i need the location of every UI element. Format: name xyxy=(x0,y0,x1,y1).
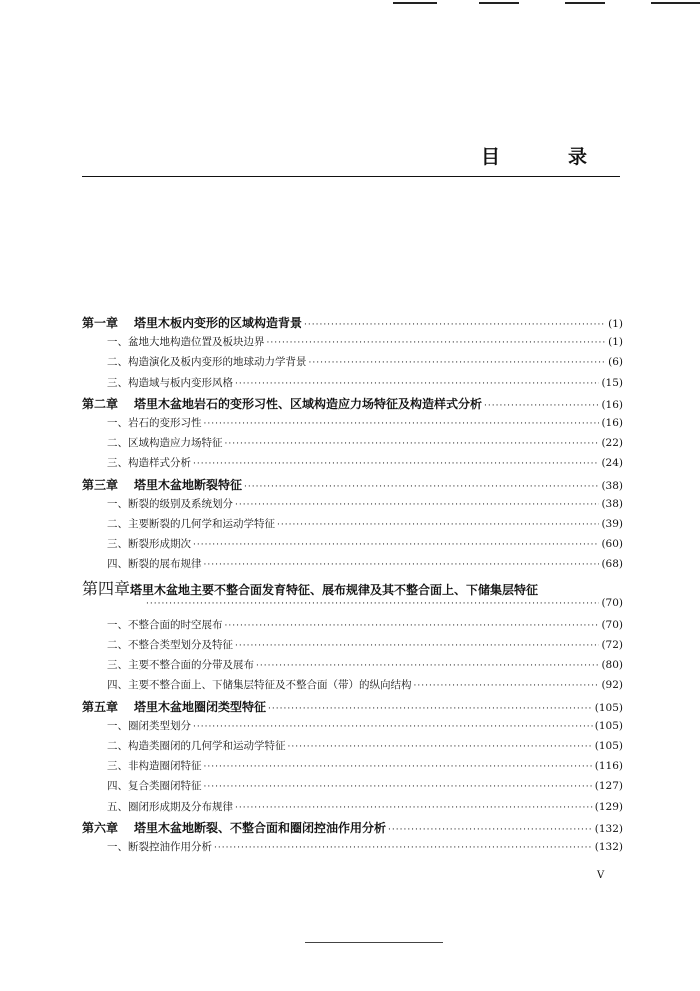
toc-dot-leader xyxy=(225,621,600,631)
toc-entry-number: 一、 xyxy=(107,840,128,853)
toc-dot-leader xyxy=(267,338,607,348)
toc-entry-title: 构造类圈闭的几何学和运动学特征 xyxy=(128,739,286,752)
toc-dot-leader xyxy=(244,482,599,492)
toc-section-entry[interactable] xyxy=(82,516,623,536)
toc-entry-number: 第二章 xyxy=(82,396,119,411)
toc-entry-title: 构造样式分析 xyxy=(128,457,191,470)
toc-dot-leader xyxy=(304,320,606,330)
toc-entry-number: 一、 xyxy=(107,336,128,349)
toc-page-number: (80) xyxy=(601,659,623,672)
toc-entry-title: 主要不整合面上、下储集层特征及不整合面（带）的纵向结构 xyxy=(128,679,412,692)
toc-entry-number: 五、 xyxy=(107,800,128,813)
toc-entry-title: 复合类圈闭特征 xyxy=(128,780,202,793)
toc-chapter-entry[interactable] xyxy=(82,597,623,617)
toc-dot-leader xyxy=(204,419,600,429)
heading-char-right: 录 xyxy=(568,146,588,168)
toc-entry-title: 断裂的级别及系统划分 xyxy=(128,497,233,510)
toc-entry-number: 一、 xyxy=(107,497,128,510)
toc-page-number: (70) xyxy=(601,618,623,631)
toc-entry-number: 四、 xyxy=(107,679,128,692)
toc-page-number: (129) xyxy=(594,800,623,813)
toc-dot-leader xyxy=(193,459,599,469)
toc-page-number: (132) xyxy=(594,840,623,853)
toc-section-entry[interactable] xyxy=(82,839,623,859)
toc-page-number: (15) xyxy=(601,376,623,389)
toc-page-number: (38) xyxy=(601,497,623,510)
toc-section-entry[interactable] xyxy=(82,334,623,354)
toc-page-number: (60) xyxy=(601,538,623,551)
toc-section-entry[interactable] xyxy=(82,415,623,435)
toc-entry-number: 三、 xyxy=(107,538,128,551)
toc-page-number: (1) xyxy=(608,318,623,330)
toc-dot-leader xyxy=(235,803,593,813)
toc-entry-number: 一、 xyxy=(107,416,128,429)
toc-dot-leader xyxy=(268,704,593,714)
toc-section-entry[interactable] xyxy=(82,637,623,657)
toc-entry-title: 主要不整合面的分带及展布 xyxy=(128,659,254,672)
toc-page-number: (38) xyxy=(601,479,623,492)
toc-entry-title: 盆地大地构造位置及板块边界 xyxy=(128,336,265,349)
toc-section-entry[interactable] xyxy=(82,496,623,516)
toc-chapter-entry[interactable] xyxy=(82,819,623,839)
toc-dot-leader xyxy=(235,641,599,651)
toc-section-entry[interactable] xyxy=(82,799,623,819)
toc-page-number: (116) xyxy=(594,760,623,773)
toc-entry-title: 岩石的变形习性 xyxy=(128,416,202,429)
toc-entry-title: 不整合面的时空展布 xyxy=(128,618,223,631)
toc-entry-number: 四、 xyxy=(107,558,128,571)
toc-section-entry[interactable] xyxy=(82,556,623,576)
bottom-rule xyxy=(305,942,443,943)
toc-chapter-entry[interactable] xyxy=(82,698,623,718)
toc-section-entry[interactable] xyxy=(82,718,623,738)
toc-section-entry[interactable] xyxy=(82,617,623,637)
toc-entry-number: 二、 xyxy=(107,437,128,450)
toc-entry-number: 第六章 xyxy=(82,820,119,835)
toc-page-number: (68) xyxy=(601,558,623,571)
toc-entry-title: 区域构造应力场特征 xyxy=(128,437,223,450)
page-folio: V xyxy=(597,870,605,881)
toc-entry-number: 四、 xyxy=(107,780,128,793)
top-edge-rule-4 xyxy=(651,2,700,4)
toc-page-number: (39) xyxy=(601,517,623,530)
toc-entry-number: 三、 xyxy=(107,457,128,470)
toc-section-entry[interactable] xyxy=(82,536,623,556)
toc-page-number: (16) xyxy=(601,398,623,411)
toc-dot-leader xyxy=(204,782,593,792)
toc-dot-leader xyxy=(235,500,599,510)
toc-entry-title: 塔里木盆地主要不整合面发育特征、展布规律及其不整合面上、下储集层特征 xyxy=(130,583,539,597)
toc-dot-leader xyxy=(388,825,593,835)
toc-entry-title: 塔里木盆地断裂、不整合面和圈闭控油作用分析 xyxy=(134,820,387,835)
toc-page-number: (16) xyxy=(601,416,623,429)
toc-entry-title: 圈闭形成期及分布规律 xyxy=(128,800,233,813)
toc-entry-title: 断裂的展布规律 xyxy=(128,558,202,571)
toc-section-entry[interactable] xyxy=(82,778,623,798)
top-edge-rule-3 xyxy=(565,2,605,4)
toc-chapter-entry[interactable] xyxy=(82,314,623,334)
toc-entry-title: 不整合类型划分及特征 xyxy=(128,639,233,651)
toc-section-entry[interactable] xyxy=(82,435,623,455)
toc-section-entry[interactable] xyxy=(82,738,623,758)
toc-entry-number: 第五章 xyxy=(82,699,119,714)
toc-page-number: (72) xyxy=(601,639,623,651)
toc-entry-title: 塔里木盆地断裂特征 xyxy=(134,477,243,492)
heading-char-left: 目 xyxy=(481,146,501,168)
toc-page-number: (22) xyxy=(601,437,623,450)
toc-entry-number: 二、 xyxy=(107,517,128,530)
toc-entry-title: 断裂控油作用分析 xyxy=(128,840,212,853)
toc-page-number: (24) xyxy=(601,457,623,470)
toc-dot-leader xyxy=(414,681,600,691)
toc-chapter-entry[interactable] xyxy=(82,476,623,496)
toc-page-number: (92) xyxy=(601,679,623,692)
toc-entry-number: 三、 xyxy=(107,376,128,389)
toc-dot-leader xyxy=(146,599,599,609)
toc-entry-title: 断裂形成期次 xyxy=(128,538,191,551)
toc-dot-leader xyxy=(288,742,593,752)
toc-page-number: (6) xyxy=(608,356,623,369)
toc-page-number: (105) xyxy=(594,739,623,752)
toc-entry-number: 二、 xyxy=(107,639,128,651)
toc-dot-leader xyxy=(225,439,600,449)
toc-entry-title: 塔里木板内变形的区域构造背景 xyxy=(134,316,303,330)
top-edge-rule-2 xyxy=(479,2,519,4)
toc-dot-leader xyxy=(235,379,599,389)
toc-entry-title: 塔里木盆地圈闭类型特征 xyxy=(134,699,267,714)
toc-entry-title: 圈闭类型划分 xyxy=(128,719,191,732)
toc-section-entry[interactable] xyxy=(82,455,623,475)
toc-entry-title: 塔里木盆地岩石的变形习性、区域构造应力场特征及构造样式分析 xyxy=(134,396,483,411)
toc-chapter-entry[interactable] xyxy=(82,395,623,415)
toc-entry-number: 第四章 xyxy=(82,579,131,597)
toc-entry-title: 非构造圈闭特征 xyxy=(128,760,202,773)
toc-entry-number: 一、 xyxy=(107,618,128,631)
toc-entry-number: 二、 xyxy=(107,739,128,752)
toc-dot-leader xyxy=(204,762,593,772)
toc-entry-title: 构造域与板内变形风格 xyxy=(128,376,233,389)
toc-entry-number: 三、 xyxy=(107,659,128,672)
toc-entry-number: 一、 xyxy=(107,719,128,732)
toc-dot-leader xyxy=(277,520,599,530)
toc-section-entry[interactable] xyxy=(82,354,623,374)
toc-entry-number: 三、 xyxy=(107,760,128,773)
toc-dot-leader xyxy=(193,540,599,550)
heading-underline xyxy=(82,176,620,177)
toc-dot-leader xyxy=(214,843,593,853)
toc-section-entry[interactable] xyxy=(82,677,623,697)
toc-dot-leader xyxy=(256,661,599,671)
toc-section-entry[interactable] xyxy=(82,657,623,677)
toc-page-number: (105) xyxy=(594,719,623,732)
toc-dot-leader xyxy=(204,560,600,570)
toc-page-number: (127) xyxy=(594,780,623,793)
toc-section-entry[interactable] xyxy=(82,758,623,778)
toc-entry-title: 主要断裂的几何学和运动学特征 xyxy=(128,517,275,530)
toc-page-number: (105) xyxy=(594,701,623,714)
toc-page-number: (132) xyxy=(594,822,623,835)
toc-chapter-entry[interactable] xyxy=(82,576,623,596)
toc-dot-leader xyxy=(309,358,607,368)
toc-dot-leader xyxy=(484,401,599,411)
top-edge-rule-1 xyxy=(393,2,437,4)
table-of-contents xyxy=(82,314,623,859)
toc-section-entry[interactable] xyxy=(82,375,623,395)
toc-page-number: (1) xyxy=(608,336,623,349)
toc-entry-number: 第三章 xyxy=(82,477,119,492)
toc-page-number: (70) xyxy=(601,596,623,609)
toc-entry-number: 二、 xyxy=(107,356,128,369)
toc-entry-number: 第一章 xyxy=(82,316,119,330)
toc-entry-title: 构造演化及板内变形的地球动力学背景 xyxy=(128,356,307,369)
toc-dot-leader xyxy=(193,722,593,732)
